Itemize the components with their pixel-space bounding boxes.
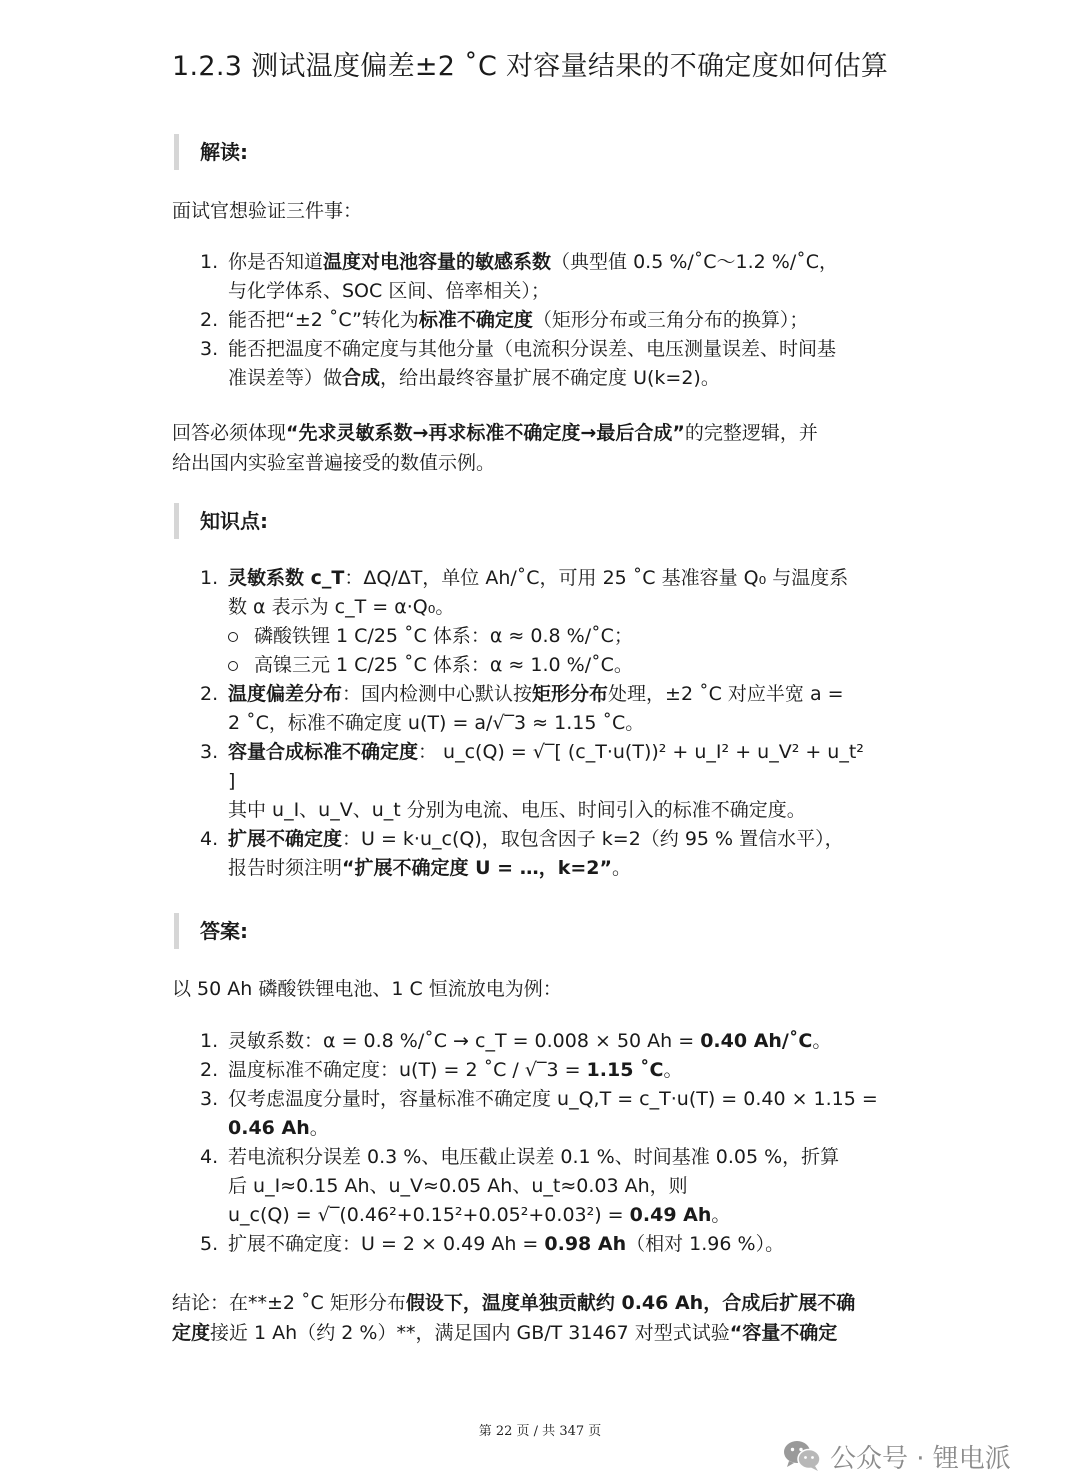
list-item (200, 335, 940, 393)
item-bold: 合成 (342, 367, 381, 389)
section-heading-answer: 答案: (174, 913, 248, 949)
list-number: 2. (200, 683, 219, 705)
watermark (782, 1436, 1011, 1476)
item-text: 与化学体系、SOC 区间、倍率相关）； (228, 280, 550, 302)
item-text: ：国内检测中心默认按 (342, 683, 533, 705)
list-item (200, 1230, 940, 1259)
section-heading-interpretation: 解读: (174, 134, 248, 170)
list-item (200, 306, 940, 335)
item-text: 灵敏系数：α = 0.8 %/˚C → c_T = 0.008 × 50 Ah = (228, 1030, 701, 1052)
item-text: （相对 1.96 %）。 (626, 1233, 785, 1255)
item-bold: 0.46 Ah (228, 1117, 310, 1139)
item-bold: 0.98 Ah (544, 1233, 627, 1255)
list-item (200, 738, 940, 825)
item-text: 仅考虑温度分量时，容量标准不确定度 u_Q,T = c_T·u(T) = 0.40 × 1.15 = (228, 1088, 878, 1110)
item-bold: 矩形分布 (532, 683, 609, 705)
list-item (200, 825, 940, 883)
item-text: ： u_c(Q) = √‾[ (c_T·u(T))² + u_I² + u_V² + u_t² (418, 741, 864, 763)
list-number: 5. (200, 1233, 219, 1255)
item-text: 。 (711, 1204, 731, 1226)
page-title: 1.2.3 测试温度偏差±2 ˚C 对容量结果的不确定度如何估算 (172, 51, 889, 82)
item-text: 高镍三元 1 C/25 ˚C 体系：α ≈ 1.0 %/˚C。 (254, 654, 633, 676)
list-number: 3. (200, 741, 219, 763)
item-text: 后 u_I≈0.15 Ah、u_V≈0.05 Ah、u_t≈0.03 Ah，则 (228, 1175, 688, 1197)
item-text: 准误差等）做 (228, 367, 343, 389)
list-item (200, 1143, 940, 1230)
item-text: 。 (663, 1059, 683, 1081)
item-text: ：ΔQ/ΔT，单位 Ah/˚C，可用 25 ˚C 基准容量 Q₀ 与温度系 (344, 567, 849, 589)
item-text: ，给出最终容量扩展不确定度 U(k=2)。 (380, 367, 720, 389)
item-bold: 1.15 ˚C (586, 1059, 664, 1081)
conclusion-bold: 假设下，温度单独贡献约 0.46 Ah，合成后扩展不确 (405, 1292, 856, 1314)
list-number: 1. (200, 1030, 219, 1052)
list-item (200, 680, 940, 738)
item-bold: 0.49 Ah (629, 1204, 712, 1226)
answer-list (200, 1027, 940, 1259)
summary-bold: “先求灵敏系数→再求标准不确定度→最后合成” (286, 422, 685, 444)
item-text: 若电流积分误差 0.3 %、电压截止误差 0.1 %、时间基准 0.05 %，折算 (228, 1146, 840, 1168)
item-bold: 扩展不确定度 (228, 828, 343, 850)
list-number: 3. (200, 1088, 219, 1110)
conclusion-bold: “容量不确定 (729, 1322, 838, 1344)
item-text: 其中 u_I、u_V、u_t 分别为电流、电压、时间引入的标准不确定度。 (228, 799, 806, 821)
list-number: 4. (200, 1146, 219, 1168)
conclusion-text: 接近 1 Ah（约 2 %）**，满足国内 GB/T 31467 对型式试验 (210, 1322, 730, 1344)
item-text: 处理，±2 ˚C 对应半宽 a = (608, 683, 844, 705)
item-text: 2 ˚C，标准不确定度 u(T) = a/√‾3 ≈ 1.15 ˚C。 (228, 712, 645, 734)
summary-text: 的完整逻辑，并 (684, 422, 818, 444)
list-number: 2. (200, 309, 219, 331)
item-bold: “扩展不确定度 U = …，k=2” (342, 857, 612, 879)
item-text: （典型值 0.5 %/˚C～1.2 %/˚C， (551, 251, 839, 273)
item-bold: 灵敏系数 c_T (228, 567, 345, 589)
item-text: 。 (309, 1117, 329, 1139)
sub-list-item (200, 622, 940, 651)
item-bold: 温度对电池容量的敏感系数 (323, 251, 552, 273)
item-text: 。 (611, 857, 631, 879)
list-item (200, 1027, 940, 1056)
item-bold: 标准不确定度 (418, 309, 533, 331)
item-bold: 容量合成标准不确定度 (228, 741, 419, 763)
list-item (200, 248, 940, 306)
list-item (200, 1085, 940, 1143)
interpretation-intro: 面试官想验证三件事： (172, 200, 363, 222)
answer-intro: 以 50 Ah 磷酸铁锂电池、1 C 恒流放电为例： (172, 978, 562, 1000)
item-text: （矩形分布或三角分布的换算）； (532, 309, 809, 331)
bullet-circle-icon (228, 632, 238, 642)
list-number: 2. (200, 1059, 219, 1081)
page-footer: 第 22 页 / 共 347 页 (478, 1424, 602, 1439)
conclusion-text: 结论：在**±2 ˚C 矩形分布 (172, 1292, 406, 1314)
item-text: 温度标准不确定度：u(T) = 2 ˚C / √‾3 = (228, 1059, 587, 1081)
summary-text: 回答必须体现 (172, 422, 287, 444)
section-heading-knowledge: 知识点: (174, 503, 268, 539)
item-text: 。 (812, 1030, 832, 1052)
sub-list-item (200, 651, 940, 680)
knowledge-list (200, 564, 940, 883)
answer-conclusion (172, 1288, 952, 1348)
list-number: 4. (200, 828, 219, 850)
summary-text: 给出国内实验室普遍接受的数值示例。 (172, 452, 496, 474)
item-text: 报告时须注明 (228, 857, 343, 879)
list-number: 3. (200, 338, 219, 360)
item-bold: 0.40 Ah/˚C (700, 1030, 813, 1052)
item-bold: 温度偏差分布 (228, 683, 343, 705)
item-text: u_c(Q) = √‾(0.46²+0.15²+0.05²+0.03²) = (228, 1204, 630, 1226)
interpretation-summary (172, 418, 952, 478)
item-text: 磷酸铁锂 1 C/25 ˚C 体系：α ≈ 0.8 %/˚C； (254, 625, 633, 647)
item-text: ] (228, 770, 236, 792)
item-text: 你是否知道 (228, 251, 324, 273)
list-item (200, 1056, 940, 1085)
item-text: 扩展不确定度：U = 2 × 0.49 Ah = (228, 1233, 545, 1255)
item-text: 能否把温度不确定度与其他分量（电流积分误差、电压测量误差、时间基 (228, 338, 837, 360)
interpretation-list (200, 248, 940, 393)
bullet-circle-icon (228, 661, 238, 671)
conclusion-bold: 定度 (172, 1322, 211, 1344)
list-item (200, 564, 940, 622)
list-number: 1. (200, 251, 219, 273)
list-number: 1. (200, 567, 219, 589)
item-text: 数 α 表示为 c_T = α·Q₀。 (228, 596, 455, 618)
item-text: 能否把“±2 ˚C”转化为 (228, 309, 419, 331)
item-text: ：U = k·u_c(Q)，取包含因子 k=2（约 95 % 置信水平）， (342, 828, 844, 850)
watermark-text: 公众号 · 锂电派 (830, 1443, 1011, 1474)
